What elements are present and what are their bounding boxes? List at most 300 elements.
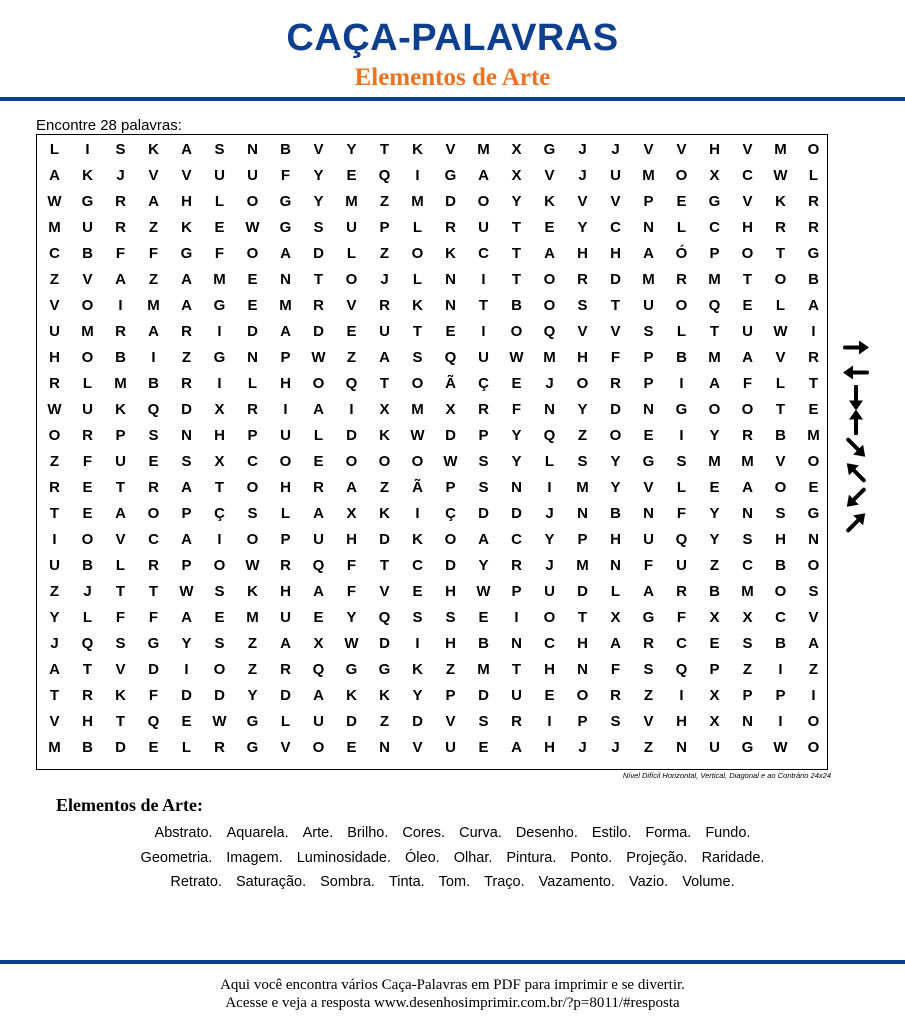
grid-cell: Ç <box>445 505 456 522</box>
footer <box>0 976 905 1012</box>
grid-cell: L <box>181 739 192 756</box>
grid-cell: W <box>245 557 260 574</box>
grid-cell: Z <box>643 739 654 756</box>
grid-cell: J <box>545 505 554 522</box>
grid-cell: P <box>742 687 753 704</box>
word-bank-item: Volume. <box>682 874 735 890</box>
grid-cell: P <box>643 193 654 210</box>
grid-cell: N <box>445 271 456 288</box>
arrow-up-icon <box>836 410 876 435</box>
grid-cell: Y <box>511 427 522 444</box>
grid-cell: H <box>610 245 621 262</box>
grid-cell: U <box>280 427 291 444</box>
grid-row <box>38 189 830 215</box>
grid-cell: E <box>544 219 555 236</box>
grid-cell: G <box>246 713 259 730</box>
word-bank-item: Projeção. <box>626 849 688 866</box>
grid-cell: B <box>676 349 687 366</box>
grid-cell: I <box>481 271 486 288</box>
grid-cell: H <box>445 635 456 652</box>
grid-cell: R <box>247 401 258 418</box>
grid-cell: I <box>349 401 354 418</box>
grid-cell: Y <box>544 531 555 548</box>
grid-cell: X <box>709 167 720 184</box>
grid-cell: P <box>709 661 720 678</box>
grid-cell: E <box>709 479 720 496</box>
grid-cell: T <box>379 557 390 574</box>
grid-cell: S <box>577 453 588 470</box>
grid-cell: G <box>81 193 94 210</box>
word-bank-item: Geometria. <box>140 849 213 866</box>
grid-cell: M <box>708 271 721 288</box>
grid-cell: U <box>544 583 555 600</box>
grid-cell: A <box>742 479 753 496</box>
grid-cell: P <box>775 687 786 704</box>
word-bank-line <box>40 821 865 846</box>
grid-cell: H <box>181 193 192 210</box>
grid-cell: H <box>280 479 291 496</box>
grid-cell: F <box>280 167 291 184</box>
grid-cell: V <box>676 141 687 158</box>
grid-cell: O <box>708 401 721 418</box>
grid-cell: U <box>115 453 126 470</box>
grid-cell: Z <box>709 557 720 574</box>
grid-cell: P <box>643 349 654 366</box>
grid-cell: O <box>246 531 259 548</box>
grid-cell: Y <box>577 219 588 236</box>
grid-cell: L <box>544 453 555 470</box>
grid-cell: Q <box>378 609 391 626</box>
grid-cell: U <box>478 219 489 236</box>
grid-cell: T <box>511 219 522 236</box>
grid-cell: P <box>247 427 258 444</box>
grid-cell: Ó <box>675 245 688 262</box>
grid-cell: U <box>82 219 93 236</box>
grid-cell: I <box>778 713 783 730</box>
grid-cell: X <box>511 141 522 158</box>
grid-cell: X <box>709 609 720 626</box>
grid-cell: D <box>478 505 489 522</box>
grid-cell: N <box>577 505 588 522</box>
grid-cell: D <box>478 687 489 704</box>
grid-cell: F <box>115 245 126 262</box>
word-bank-heading: Elementos de Arte: <box>56 795 203 815</box>
grid-cell: R <box>808 219 819 236</box>
grid-cell: A <box>181 141 192 158</box>
grid-cell: C <box>49 245 60 262</box>
grid-cell: D <box>379 531 390 548</box>
grid-cell: W <box>773 167 788 184</box>
grid-cell: R <box>181 375 192 392</box>
grid-cell: H <box>544 661 555 678</box>
grid-cell: M <box>807 427 820 444</box>
grid-cell: M <box>774 141 787 158</box>
grid-cell: B <box>775 635 786 652</box>
grid-cell: E <box>346 323 357 340</box>
grid-cell: P <box>379 219 390 236</box>
grid-cell: E <box>808 479 819 496</box>
grid-cell: R <box>775 219 786 236</box>
grid-cell: X <box>214 453 225 470</box>
grid-cell: I <box>151 349 156 366</box>
grid-cell: A <box>313 401 324 418</box>
grid-cell: F <box>676 609 687 626</box>
grid-cell: Y <box>313 167 324 184</box>
grid-cell: A <box>115 271 126 288</box>
grid-cell: S <box>412 349 423 366</box>
grid-cell: V <box>808 609 819 626</box>
grid-cell: C <box>544 635 555 652</box>
grid-cell: V <box>181 167 192 184</box>
grid-cell: O <box>741 401 754 418</box>
grid-cell: O <box>345 271 358 288</box>
grid-cell: N <box>247 349 258 366</box>
grid-cell: R <box>478 401 489 418</box>
grid-cell: I <box>283 401 288 418</box>
grid-cell: H <box>544 739 555 756</box>
grid-cell: X <box>313 635 324 652</box>
word-bank-item: Pintura. <box>506 849 557 866</box>
grid-cell: S <box>478 453 489 470</box>
grid-cell: Y <box>247 687 258 704</box>
grid-cell: J <box>545 557 554 574</box>
grid-cell: S <box>115 141 126 158</box>
grid-cell: Y <box>313 193 324 210</box>
grid-cell: G <box>543 141 556 158</box>
grid-cell: U <box>643 531 654 548</box>
grid-cell: A <box>709 375 720 392</box>
grid-cell: V <box>115 531 126 548</box>
grid-cell: Y <box>511 193 522 210</box>
grid-cell: U <box>280 609 291 626</box>
grid-cell: R <box>577 271 588 288</box>
grid-cell: R <box>313 297 324 314</box>
grid-cell: Q <box>147 713 160 730</box>
grid-cell: A <box>181 531 192 548</box>
grid-cell: V <box>280 739 291 756</box>
grid-cell: K <box>544 193 555 210</box>
grid-cell: Z <box>379 245 390 262</box>
grid-cell: O <box>807 141 820 158</box>
grid-cell: A <box>148 193 159 210</box>
grid-cell: B <box>775 427 786 444</box>
grid-cell: G <box>213 297 226 314</box>
grid-row <box>38 709 830 735</box>
grid-cell: V <box>115 661 126 678</box>
grid-cell: Q <box>312 557 325 574</box>
grid-cell: F <box>148 609 159 626</box>
word-bank-item: Vazio. <box>628 874 669 890</box>
grid-row <box>38 553 830 579</box>
grid-cell: K <box>412 531 423 548</box>
grid-row <box>38 501 830 527</box>
grid-cell: N <box>511 635 522 652</box>
grid-cell: F <box>115 609 126 626</box>
grid-cell: V <box>379 583 390 600</box>
grid-cell: M <box>477 661 490 678</box>
grid-cell: E <box>247 271 258 288</box>
grid-cell: K <box>379 687 390 704</box>
grid-cell: I <box>415 635 420 652</box>
grid-cell: E <box>82 505 93 522</box>
grid-cell: S <box>742 531 753 548</box>
grid-cell: U <box>313 713 324 730</box>
grid-cell: R <box>379 297 390 314</box>
grid-cell: E <box>412 583 423 600</box>
grid-cell: N <box>742 713 753 730</box>
grid-cell: R <box>511 713 522 730</box>
grid-cell: H <box>214 427 225 444</box>
grid-cell: L <box>676 219 687 236</box>
grid-cell: Ç <box>478 375 489 392</box>
grid-cell: Y <box>577 401 588 418</box>
grid-cell: D <box>379 635 390 652</box>
grid-cell: W <box>773 323 788 340</box>
arrow-down-icon <box>836 385 876 410</box>
grid-cell: X <box>214 401 225 418</box>
grid-cell: Q <box>675 661 688 678</box>
grid-row <box>38 267 830 293</box>
grid-cell: U <box>709 739 720 756</box>
grid-cell: A <box>610 635 621 652</box>
grid-cell: C <box>511 531 522 548</box>
grid-cell: W <box>47 193 62 210</box>
difficulty-note: Nível Difícil Horizontal, Vertical, Diagonal e ao Contrário 24x24 <box>622 771 831 780</box>
grid-cell: M <box>411 401 424 418</box>
grid-cell: O <box>675 167 688 184</box>
grid-cell: T <box>511 661 522 678</box>
grid-cell: Q <box>675 531 688 548</box>
grid-cell: E <box>544 687 555 704</box>
grid-cell: U <box>478 349 489 366</box>
grid-cell: Y <box>49 609 60 626</box>
grid-cell: V <box>643 141 654 158</box>
grid-cell: L <box>676 323 687 340</box>
grid-cell: W <box>509 349 524 366</box>
grid-cell: N <box>808 531 819 548</box>
grid-cell: H <box>280 583 291 600</box>
word-bank-item: Desenho. <box>515 825 578 841</box>
word-bank-item: Traço. <box>484 874 525 890</box>
word-bank-item: Vazamento. <box>538 874 615 890</box>
grid-cell: G <box>444 167 457 184</box>
grid-cell: U <box>610 167 621 184</box>
grid-cell: M <box>114 375 127 392</box>
grid-cell: Z <box>49 583 60 600</box>
grid-cell: H <box>610 531 621 548</box>
grid-cell: B <box>808 271 819 288</box>
grid-cell: R <box>313 479 324 496</box>
grid-cell: U <box>82 401 93 418</box>
grid-cell: T <box>511 271 522 288</box>
grid-cell: O <box>774 271 787 288</box>
grid-cell: A <box>313 505 324 522</box>
grid-cell: Y <box>610 453 621 470</box>
grid-cell: H <box>775 531 786 548</box>
grid-cell: A <box>478 167 489 184</box>
grid-cell: O <box>741 245 754 262</box>
grid-cell: P <box>709 245 720 262</box>
grid-row <box>38 475 830 501</box>
grid-cell: N <box>544 401 555 418</box>
grid-cell: H <box>346 531 357 548</box>
grid-cell: Q <box>708 297 721 314</box>
word-bank-item: Saturação. <box>235 874 307 890</box>
grid-cell: A <box>280 245 291 262</box>
grid-cell: T <box>214 479 225 496</box>
grid-cell: L <box>82 609 93 626</box>
grid-cell: I <box>679 427 684 444</box>
grid-cell: D <box>280 687 291 704</box>
word-bank-item: Ponto. <box>570 849 613 866</box>
grid-cell: B <box>82 739 93 756</box>
grid-cell: M <box>81 323 94 340</box>
grid-cell: F <box>214 245 225 262</box>
grid-cell: Y <box>709 531 720 548</box>
grid-cell: A <box>313 687 324 704</box>
grid-cell: T <box>709 323 720 340</box>
grid-cell: F <box>643 557 654 574</box>
grid-cell: K <box>379 505 390 522</box>
grid-cell: A <box>742 349 753 366</box>
direction-legend <box>836 335 876 535</box>
grid-cell: J <box>578 141 587 158</box>
grid-cell: M <box>708 349 721 366</box>
grid-cell: A <box>181 297 192 314</box>
grid-cell: Q <box>312 661 325 678</box>
grid-cell: D <box>412 713 423 730</box>
grid-cell: G <box>345 661 358 678</box>
grid-cell: W <box>443 453 458 470</box>
grid-cell: T <box>775 401 786 418</box>
grid-cell: T <box>412 323 423 340</box>
grid-cell: Y <box>610 479 621 496</box>
grid-cell: E <box>478 739 489 756</box>
grid-cell: Q <box>147 401 160 418</box>
word-bank-line <box>40 870 865 895</box>
grid-cell: S <box>478 713 489 730</box>
grid-cell: T <box>82 661 93 678</box>
arrow-up-left-icon <box>836 460 876 485</box>
grid-cell: R <box>676 271 687 288</box>
grid-cell: V <box>82 271 93 288</box>
grid-cell: M <box>741 583 754 600</box>
grid-cell: Ã <box>445 375 456 392</box>
grid-cell: D <box>181 687 192 704</box>
grid-cell: G <box>807 245 820 262</box>
grid-cell: L <box>82 375 93 392</box>
grid-cell: A <box>643 583 654 600</box>
word-bank-item: Forma. <box>645 825 692 841</box>
grid-cell: O <box>510 323 523 340</box>
grid-cell: Y <box>412 687 423 704</box>
grid-cell: L <box>280 505 291 522</box>
grid-cell: Z <box>148 219 159 236</box>
grid-cell: Q <box>345 375 358 392</box>
word-bank-item: Fundo. <box>705 825 751 841</box>
grid-cell: O <box>345 453 358 470</box>
grid-cell: Z <box>808 661 819 678</box>
grid-cell: S <box>181 453 192 470</box>
grid-cell: G <box>279 219 292 236</box>
word-bank-item: Arte. <box>302 825 334 841</box>
grid-cell: A <box>280 323 291 340</box>
grid-row <box>38 371 830 397</box>
grid-cell: G <box>642 453 655 470</box>
grid-cell: R <box>511 557 522 574</box>
grid-cell: R <box>49 479 60 496</box>
grid-cell: Z <box>49 453 60 470</box>
grid-cell: B <box>82 245 93 262</box>
grid-cell: D <box>346 713 357 730</box>
grid-row <box>38 137 830 163</box>
grid-cell: I <box>217 323 222 340</box>
word-bank-item: Olhar. <box>453 849 493 866</box>
grid-cell: W <box>245 219 260 236</box>
grid-cell: R <box>115 193 126 210</box>
footer-line-2: Acesse e veja a resposta www.desenhosimprimir.com.br/?p=8011/#resposta <box>225 995 680 1011</box>
grid-cell: N <box>742 505 753 522</box>
grid-cell: O <box>774 479 787 496</box>
grid-cell: E <box>313 453 324 470</box>
grid-cell: O <box>807 739 820 756</box>
grid-cell: S <box>313 219 324 236</box>
grid-cell: I <box>547 479 552 496</box>
grid-cell: V <box>577 323 588 340</box>
instruction-text: Encontre 28 palavras: <box>36 117 182 134</box>
grid-cell: Y <box>346 609 357 626</box>
word-bank-item: Curva. <box>459 825 502 841</box>
grid-cell: W <box>773 739 788 756</box>
grid-cell: A <box>808 635 819 652</box>
grid-cell: F <box>610 661 621 678</box>
grid-row <box>38 397 830 423</box>
grid-cell: V <box>346 297 357 314</box>
grid-cell: R <box>82 427 93 444</box>
grid-cell: D <box>346 427 357 444</box>
grid-cell: T <box>379 141 390 158</box>
grid-cell: N <box>280 271 291 288</box>
grid-cell: R <box>445 219 456 236</box>
grid-cell: O <box>543 271 556 288</box>
grid-cell: T <box>313 271 324 288</box>
grid-cell: E <box>247 297 258 314</box>
grid-row <box>38 215 830 241</box>
grid-cell: K <box>247 583 258 600</box>
grid-cell: A <box>808 297 819 314</box>
grid-cell: S <box>412 609 423 626</box>
grid-cell: L <box>313 427 324 444</box>
grid-cell: J <box>578 739 587 756</box>
grid-cell: N <box>676 739 687 756</box>
grid-cell: O <box>576 687 589 704</box>
grid-cell: I <box>217 531 222 548</box>
grid-row <box>38 527 830 553</box>
grid-cell: H <box>676 713 687 730</box>
grid-cell: A <box>280 635 291 652</box>
grid-cell: S <box>214 635 225 652</box>
grid-cell: Ç <box>214 505 225 522</box>
grid-cell: X <box>709 713 720 730</box>
grid-cell: R <box>610 375 621 392</box>
grid-cell: L <box>775 375 786 392</box>
word-bank-item: Tom. <box>438 874 471 890</box>
grid-cell: G <box>246 739 259 756</box>
grid-cell: D <box>181 401 192 418</box>
grid-cell: I <box>547 713 552 730</box>
arrow-left-icon <box>836 360 876 385</box>
grid-cell: I <box>679 687 684 704</box>
